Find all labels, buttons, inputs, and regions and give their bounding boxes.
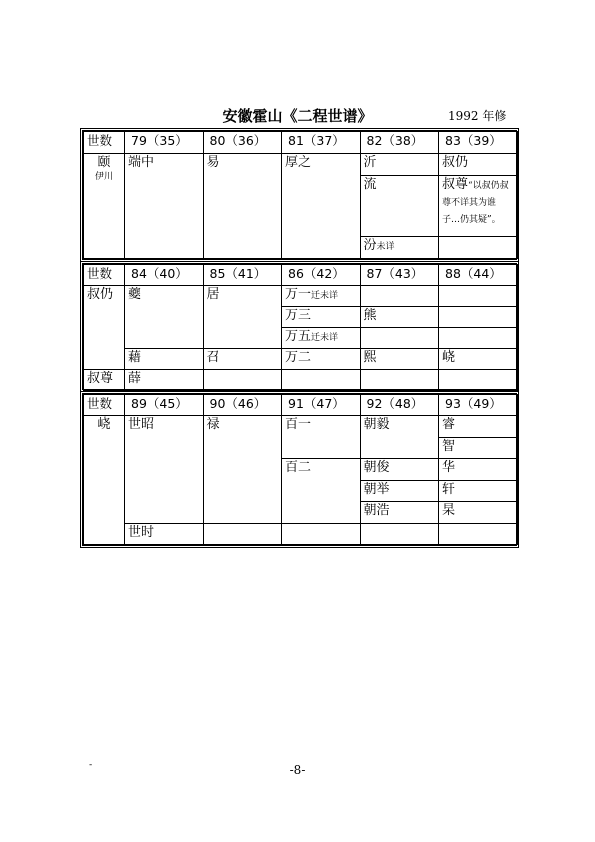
empty-cell [360,523,439,544]
person-cell: 薛 [125,370,204,391]
person-note: 迁未详 [311,333,339,343]
genealogy-table-2 [82,263,517,390]
empty-cell [360,286,439,307]
person-cell: 端中 [125,154,204,259]
generation-header: 93（49） [439,395,518,416]
ancestor-name: 颐 [97,155,111,171]
page-title: 安徽霍山《二程世谱》 [222,107,373,125]
person-cell: 杲 [439,502,518,523]
person-cell: 世时 [125,523,204,544]
person-cell: 轩 [439,480,518,501]
generation-header: 89（45） [125,395,204,416]
person-cell: 藉 [125,349,204,370]
ancestor-name: 峣 [84,416,125,545]
person-cell: 朝毅 [360,416,439,459]
generation-header: 84（40） [125,265,204,286]
person-cell: 熙 [360,349,439,370]
generation-header: 91（47） [282,395,361,416]
person-cell: 世昭 [125,416,204,523]
person-cell: 华 [439,459,518,480]
person-cell: 朝浩 [360,502,439,523]
empty-cell [360,328,439,349]
table-header-row [84,395,518,416]
person-cell: 厚之 [282,154,361,259]
empty-cell [203,523,282,544]
person-cell: 熊 [360,307,439,328]
empty-cell [439,286,518,307]
ancestor-cell [84,154,125,259]
person-cell: 百二 [282,459,361,523]
person-cell: 居 [203,286,282,349]
person-cell: 流 [360,176,439,236]
person-cell: 峣 [439,349,518,370]
person-cell: 夔 [125,286,204,349]
person-cell: 智 [439,437,518,458]
generation-header: 82（38） [360,132,439,154]
person-cell: 朝举 [360,480,439,501]
person-cell: 召 [203,349,282,370]
person-cell: 叔仍 [439,154,518,176]
generation-label: 世数 [84,132,125,154]
empty-cell [360,370,439,391]
person-cell: 禄 [203,416,282,523]
person-cell: 万二 [282,349,361,370]
generation-header: 90（46） [203,395,282,416]
person-note: “以叔仍叔尊不详其为谁子…仍其疑”。 [442,181,509,226]
person-cell: 朝俊 [360,459,439,480]
empty-cell [282,370,361,391]
generation-label: 世数 [84,395,125,416]
generation-header: 86（42） [282,265,361,286]
person-cell: 易 [203,154,282,259]
empty-cell [203,370,282,391]
person-note-cell [282,286,361,307]
edition-year: 1992 年修 [448,109,507,123]
table-header-row [84,132,518,154]
person-cell: 沂 [360,154,439,176]
empty-cell [439,307,518,328]
person-cell: 百一 [282,416,361,459]
ancestor-name: 叔尊 [84,370,125,391]
person-note: 迁未详 [311,291,339,301]
person-name: 叔尊 [442,177,469,193]
person-name: 万一 [285,287,312,302]
person-name: 万五 [285,329,312,344]
generation-header: 80（36） [203,132,282,154]
generation-header: 81（37） [282,132,361,154]
ancestor-alias: 伊川 [94,172,113,183]
person-note-cell [360,236,439,258]
page-number: -8- [289,763,306,777]
generation-header: 85（41） [203,265,282,286]
table-header-row [84,265,518,286]
footer-mark: - [89,760,93,770]
generation-label: 世数 [84,265,125,286]
empty-cell [439,370,518,391]
person-name: 汾 [363,237,377,253]
generation-header: 92（48） [360,395,439,416]
empty-cell [439,523,518,544]
person-cell: 睿 [439,416,518,437]
genealogy-table-3 [82,393,517,546]
generation-header: 87（43） [360,265,439,286]
person-note: 未详 [376,241,395,252]
genealogy-table-1 [82,130,517,260]
empty-cell [439,236,518,258]
person-note-cell [439,176,518,236]
empty-cell [439,328,518,349]
ancestor-name: 叔仍 [84,286,125,370]
person-note-cell [282,328,361,349]
empty-cell [282,523,361,544]
generation-header: 83（39） [439,132,518,154]
generation-header: 88（44） [439,265,518,286]
generation-header: 79（35） [125,132,204,154]
person-cell: 万三 [282,307,361,328]
